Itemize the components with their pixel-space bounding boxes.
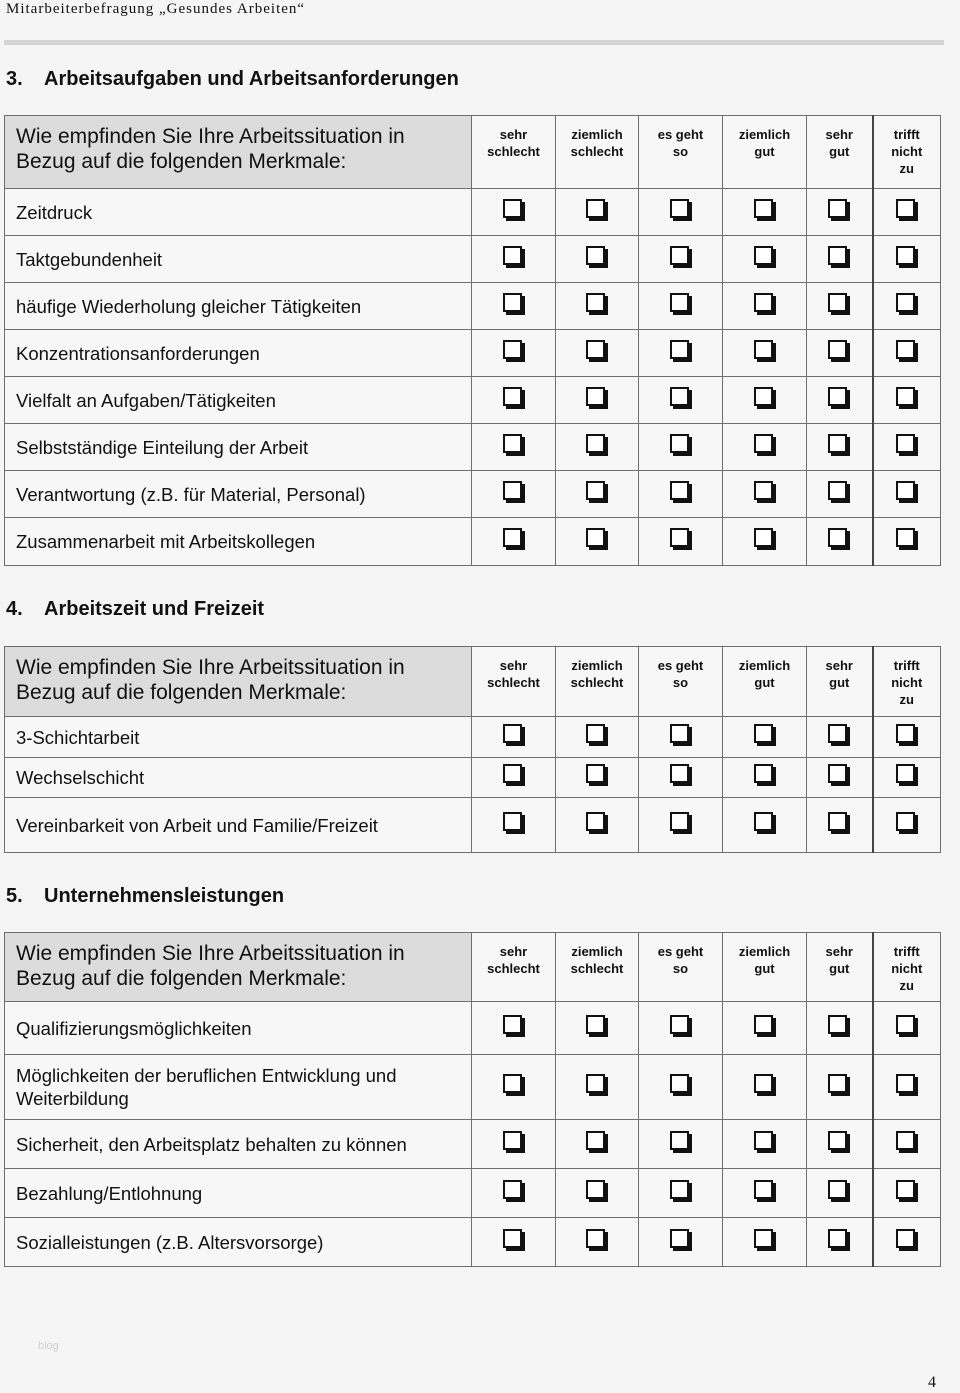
- checkbox[interactable]: [670, 1015, 689, 1034]
- checkbox[interactable]: [896, 1015, 915, 1034]
- rating-column-header: ziemlich schlecht: [556, 933, 639, 1002]
- rating-cell: [807, 283, 873, 330]
- checkbox[interactable]: [586, 1074, 605, 1093]
- rating-cell: [556, 798, 639, 853]
- checkbox[interactable]: [503, 1074, 522, 1093]
- rating-cell: [723, 1120, 807, 1169]
- checkbox[interactable]: [670, 1074, 689, 1093]
- checkbox[interactable]: [828, 1015, 847, 1034]
- checkbox[interactable]: [503, 1180, 522, 1199]
- checkbox[interactable]: [754, 293, 773, 312]
- rating-column-header: sehr schlecht: [472, 647, 556, 717]
- table-row: [5, 717, 941, 758]
- checkbox[interactable]: [896, 199, 915, 218]
- rating-cell: [556, 1055, 639, 1120]
- rating-cell: [807, 1218, 873, 1267]
- table-header-row: [5, 647, 941, 717]
- checkbox[interactable]: [828, 1180, 847, 1199]
- rating-cell: [723, 798, 807, 853]
- table-row: [5, 424, 941, 471]
- checkbox[interactable]: [670, 528, 689, 547]
- rating-cell: [807, 471, 873, 518]
- rating-column-header: ziemlich schlecht: [556, 647, 639, 717]
- rating-cell: [723, 236, 807, 283]
- rating-cell: [807, 758, 873, 798]
- checkbox[interactable]: [896, 340, 915, 359]
- checkbox[interactable]: [754, 434, 773, 453]
- item-label: Vereinbarkeit von Arbeit und Familie/Freizeit: [5, 798, 472, 853]
- checkbox[interactable]: [754, 387, 773, 406]
- rating-cell: [556, 717, 639, 758]
- rating-cell: [723, 424, 807, 471]
- checkbox[interactable]: [586, 340, 605, 359]
- checkbox[interactable]: [586, 764, 605, 783]
- rating-cell: [723, 1002, 807, 1055]
- checkbox[interactable]: [670, 199, 689, 218]
- section-title-text: Arbeitsaufgaben und Arbeitsanforderungen: [44, 68, 459, 90]
- rating-column-header: sehr gut: [807, 933, 873, 1002]
- item-label: Zusammenarbeit mit Arbeitskollegen: [5, 518, 472, 566]
- rating-cell: [472, 377, 556, 424]
- checkbox[interactable]: [828, 764, 847, 783]
- rating-cell: [556, 518, 639, 566]
- rating-cell: [556, 1218, 639, 1267]
- rating-cell: [723, 758, 807, 798]
- checkbox[interactable]: [586, 724, 605, 743]
- rating-column-header: es geht so: [639, 647, 723, 717]
- rating-cell: [807, 518, 873, 566]
- rating-column-header: sehr gut: [807, 116, 873, 189]
- rating-cell: [873, 717, 941, 758]
- question-text: Wie empfinden Sie Ihre Arbeitssituation in Bezug auf die folgenden Merkmale:: [5, 933, 472, 1002]
- item-label: Sozialleistungen (z.B. Altersvorsorge): [5, 1218, 472, 1267]
- checkbox[interactable]: [586, 1180, 605, 1199]
- checkbox[interactable]: [670, 293, 689, 312]
- rating-cell: [723, 1169, 807, 1218]
- rating-cell: [556, 1120, 639, 1169]
- checkbox[interactable]: [670, 812, 689, 831]
- checkbox[interactable]: [754, 340, 773, 359]
- rating-cell: [873, 1169, 941, 1218]
- rating-column-header: trifft nicht zu: [873, 647, 941, 717]
- checkbox[interactable]: [670, 1180, 689, 1199]
- checkbox[interactable]: [828, 293, 847, 312]
- rating-cell: [472, 236, 556, 283]
- section-title: [6, 67, 459, 91]
- item-label: Taktgebundenheit: [5, 236, 472, 283]
- item-label: Zeitdruck: [5, 189, 472, 236]
- checkbox[interactable]: [754, 724, 773, 743]
- rating-cell: [873, 1002, 941, 1055]
- checkbox[interactable]: [896, 764, 915, 783]
- rating-cell: [873, 471, 941, 518]
- rating-cell: [639, 236, 723, 283]
- checkbox[interactable]: [503, 528, 522, 547]
- section-number: 5.: [6, 885, 23, 907]
- table-row: [5, 798, 941, 853]
- rating-cell: [723, 283, 807, 330]
- section-title: [6, 597, 264, 621]
- watermark: blog: [38, 1340, 59, 1352]
- rating-cell: [639, 471, 723, 518]
- checkbox[interactable]: [754, 199, 773, 218]
- rating-cell: [472, 1002, 556, 1055]
- rating-cell: [873, 424, 941, 471]
- table-row: [5, 236, 941, 283]
- checkbox[interactable]: [503, 246, 522, 265]
- rating-cell: [807, 377, 873, 424]
- rating-cell: [556, 236, 639, 283]
- checkbox[interactable]: [828, 481, 847, 500]
- checkbox[interactable]: [586, 1015, 605, 1034]
- table-row: [5, 758, 941, 798]
- rating-cell: [556, 330, 639, 377]
- rating-cell: [723, 330, 807, 377]
- checkbox[interactable]: [503, 1131, 522, 1150]
- item-label: häufige Wiederholung gleicher Tätigkeiten: [5, 283, 472, 330]
- item-label: Sicherheit, den Arbeitsplatz behalten zu können: [5, 1120, 472, 1169]
- rating-cell: [723, 189, 807, 236]
- checkbox[interactable]: [670, 434, 689, 453]
- checkbox[interactable]: [896, 387, 915, 406]
- checkbox[interactable]: [896, 1074, 915, 1093]
- table-header-row: [5, 933, 941, 1002]
- checkbox[interactable]: [828, 199, 847, 218]
- checkbox[interactable]: [828, 1074, 847, 1093]
- checkbox[interactable]: [896, 1131, 915, 1150]
- checkbox[interactable]: [896, 812, 915, 831]
- rating-column-header: ziemlich schlecht: [556, 116, 639, 189]
- checkbox[interactable]: [586, 434, 605, 453]
- item-label: Verantwortung (z.B. für Material, Personal): [5, 471, 472, 518]
- table-row: [5, 1169, 941, 1218]
- section-title-text: Arbeitszeit und Freizeit: [44, 598, 265, 620]
- item-label: 3-Schichtarbeit: [5, 717, 472, 758]
- checkbox[interactable]: [503, 293, 522, 312]
- rating-cell: [472, 798, 556, 853]
- checkbox[interactable]: [896, 293, 915, 312]
- checkbox[interactable]: [503, 1015, 522, 1034]
- rating-cell: [723, 717, 807, 758]
- rating-cell: [472, 1055, 556, 1120]
- rating-cell: [472, 758, 556, 798]
- rating-cell: [639, 283, 723, 330]
- table-row: [5, 377, 941, 424]
- rating-cell: [556, 471, 639, 518]
- rating-cell: [873, 236, 941, 283]
- checkbox[interactable]: [896, 434, 915, 453]
- rating-cell: [556, 1169, 639, 1218]
- checkbox[interactable]: [670, 387, 689, 406]
- rating-cell: [472, 518, 556, 566]
- rating-cell: [807, 236, 873, 283]
- rating-cell: [807, 189, 873, 236]
- rating-cell: [639, 1120, 723, 1169]
- item-label: Selbstständige Einteilung der Arbeit: [5, 424, 472, 471]
- checkbox[interactable]: [670, 1229, 689, 1248]
- checkbox[interactable]: [586, 1229, 605, 1248]
- rating-cell: [723, 1055, 807, 1120]
- rating-cell: [639, 330, 723, 377]
- section-title-text: Unternehmensleistungen: [44, 885, 285, 907]
- checkbox[interactable]: [896, 1229, 915, 1248]
- checkbox[interactable]: [896, 481, 915, 500]
- checkbox[interactable]: [828, 528, 847, 547]
- rating-cell: [556, 758, 639, 798]
- rating-cell: [472, 717, 556, 758]
- checkbox[interactable]: [896, 724, 915, 743]
- rating-cell: [807, 1002, 873, 1055]
- rating-cell: [556, 1002, 639, 1055]
- rating-column-header: ziemlich gut: [723, 933, 807, 1002]
- section-number: 3.: [6, 68, 23, 90]
- rating-cell: [639, 1169, 723, 1218]
- rating-column-header: ziemlich gut: [723, 647, 807, 717]
- rating-cell: [873, 377, 941, 424]
- rating-cell: [873, 758, 941, 798]
- table-header-row: [5, 116, 941, 189]
- checkbox[interactable]: [503, 340, 522, 359]
- checkbox[interactable]: [896, 246, 915, 265]
- checkbox[interactable]: [670, 340, 689, 359]
- checkbox[interactable]: [503, 434, 522, 453]
- rating-table: [4, 646, 941, 853]
- rating-cell: [807, 717, 873, 758]
- question-text: Wie empfinden Sie Ihre Arbeitssituation in Bezug auf die folgenden Merkmale:: [5, 116, 472, 189]
- rating-cell: [472, 1120, 556, 1169]
- item-label: Qualifizierungsmöglichkeiten: [5, 1002, 472, 1055]
- table-row: [5, 1120, 941, 1169]
- rating-cell: [873, 330, 941, 377]
- rating-cell: [639, 758, 723, 798]
- rating-cell: [873, 1055, 941, 1120]
- checkbox[interactable]: [503, 199, 522, 218]
- checkbox[interactable]: [586, 199, 605, 218]
- checkbox[interactable]: [896, 528, 915, 547]
- checkbox[interactable]: [586, 246, 605, 265]
- item-label: Vielfalt an Aufgaben/Tätigkeiten: [5, 377, 472, 424]
- checkbox[interactable]: [754, 246, 773, 265]
- rating-cell: [807, 798, 873, 853]
- checkbox[interactable]: [503, 387, 522, 406]
- checkbox[interactable]: [828, 724, 847, 743]
- rating-cell: [639, 1218, 723, 1267]
- checkbox[interactable]: [586, 1131, 605, 1150]
- rating-cell: [873, 189, 941, 236]
- rating-cell: [556, 377, 639, 424]
- rating-cell: [873, 1120, 941, 1169]
- item-label: Bezahlung/Entlohnung: [5, 1169, 472, 1218]
- section-title: [6, 884, 284, 908]
- checkbox[interactable]: [586, 528, 605, 547]
- checkbox[interactable]: [503, 764, 522, 783]
- checkbox[interactable]: [503, 481, 522, 500]
- checkbox[interactable]: [670, 764, 689, 783]
- checkbox[interactable]: [754, 1015, 773, 1034]
- rating-cell: [639, 377, 723, 424]
- checkbox[interactable]: [754, 1229, 773, 1248]
- checkbox[interactable]: [754, 528, 773, 547]
- checkbox[interactable]: [670, 481, 689, 500]
- rating-cell: [807, 1169, 873, 1218]
- rating-cell: [639, 518, 723, 566]
- table-row: [5, 189, 941, 236]
- rating-cell: [723, 518, 807, 566]
- table-row: [5, 330, 941, 377]
- checkbox[interactable]: [828, 812, 847, 831]
- checkbox[interactable]: [670, 1131, 689, 1150]
- table-row: [5, 1218, 941, 1267]
- rating-cell: [639, 717, 723, 758]
- rating-column-header: trifft nicht zu: [873, 116, 941, 189]
- checkbox[interactable]: [503, 724, 522, 743]
- checkbox[interactable]: [586, 387, 605, 406]
- rating-cell: [723, 1218, 807, 1267]
- table-row: [5, 1002, 941, 1055]
- checkbox[interactable]: [896, 1180, 915, 1199]
- checkbox[interactable]: [586, 293, 605, 312]
- rating-cell: [556, 283, 639, 330]
- rating-cell: [472, 283, 556, 330]
- rating-cell: [873, 283, 941, 330]
- rating-table: [4, 932, 941, 1267]
- rating-column-header: sehr schlecht: [472, 933, 556, 1002]
- rating-cell: [556, 189, 639, 236]
- checkbox[interactable]: [754, 812, 773, 831]
- rating-cell: [472, 1169, 556, 1218]
- table-row: [5, 518, 941, 566]
- checkbox[interactable]: [670, 246, 689, 265]
- rating-cell: [639, 424, 723, 471]
- rating-column-header: trifft nicht zu: [873, 933, 941, 1002]
- header-divider: [4, 40, 944, 45]
- table-row: [5, 1055, 941, 1120]
- rating-cell: [723, 377, 807, 424]
- rating-cell: [472, 189, 556, 236]
- checkbox[interactable]: [586, 812, 605, 831]
- checkbox[interactable]: [754, 764, 773, 783]
- question-text: Wie empfinden Sie Ihre Arbeitssituation in Bezug auf die folgenden Merkmale:: [5, 647, 472, 717]
- rating-cell: [556, 424, 639, 471]
- rating-column-header: sehr gut: [807, 647, 873, 717]
- rating-table: [4, 115, 941, 566]
- checkbox[interactable]: [828, 246, 847, 265]
- rating-column-header: ziemlich gut: [723, 116, 807, 189]
- rating-column-header: sehr schlecht: [472, 116, 556, 189]
- checkbox[interactable]: [503, 1229, 522, 1248]
- page-number: 4: [928, 1374, 936, 1391]
- rating-cell: [807, 424, 873, 471]
- rating-cell: [472, 471, 556, 518]
- rating-cell: [807, 1120, 873, 1169]
- rating-cell: [472, 330, 556, 377]
- rating-cell: [807, 330, 873, 377]
- rating-cell: [639, 1002, 723, 1055]
- document-header: Mitarbeiterbefragung „Gesundes Arbeiten“: [6, 1, 306, 17]
- item-label: Konzentrationsanforderungen: [5, 330, 472, 377]
- checkbox[interactable]: [828, 434, 847, 453]
- checkbox[interactable]: [828, 387, 847, 406]
- checkbox[interactable]: [754, 1131, 773, 1150]
- rating-cell: [873, 1218, 941, 1267]
- checkbox[interactable]: [828, 1131, 847, 1150]
- rating-cell: [807, 1055, 873, 1120]
- checkbox[interactable]: [754, 481, 773, 500]
- rating-cell: [723, 471, 807, 518]
- rating-cell: [472, 424, 556, 471]
- rating-cell: [639, 798, 723, 853]
- checkbox[interactable]: [828, 1229, 847, 1248]
- rating-cell: [472, 1218, 556, 1267]
- rating-cell: [873, 518, 941, 566]
- item-label: Möglichkeiten der beruflichen Entwicklung und Weiterbildung: [5, 1055, 472, 1120]
- table-row: [5, 283, 941, 330]
- checkbox[interactable]: [586, 481, 605, 500]
- rating-cell: [639, 189, 723, 236]
- rating-cell: [873, 798, 941, 853]
- checkbox[interactable]: [503, 812, 522, 831]
- rating-cell: [639, 1055, 723, 1120]
- rating-column-header: es geht so: [639, 933, 723, 1002]
- section-number: 4.: [6, 598, 23, 620]
- checkbox[interactable]: [828, 340, 847, 359]
- table-row: [5, 471, 941, 518]
- checkbox[interactable]: [754, 1074, 773, 1093]
- rating-column-header: es geht so: [639, 116, 723, 189]
- item-label: Wechselschicht: [5, 758, 472, 798]
- checkbox[interactable]: [754, 1180, 773, 1199]
- checkbox[interactable]: [670, 724, 689, 743]
